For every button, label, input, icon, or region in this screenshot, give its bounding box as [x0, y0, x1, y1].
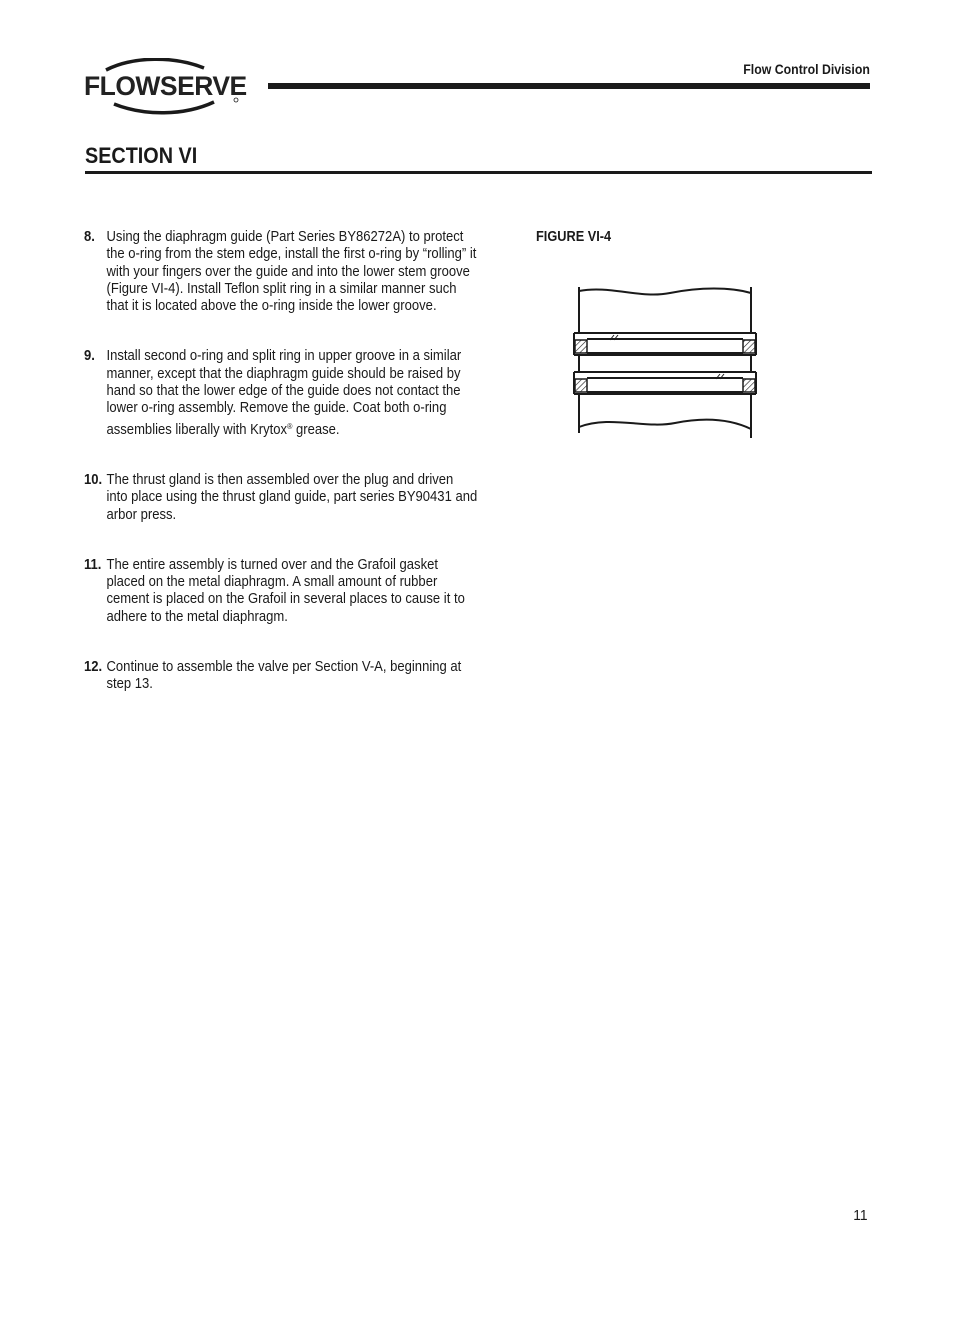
figure-stem-oring-diagram	[570, 283, 762, 443]
step-text-wrapper	[107, 348, 478, 438]
step-text: The thrust gland is then assembled over the plug and driven into place using the thrust gland guide, part series BY90431 and arbor press.	[106, 471, 478, 523]
header-rule	[268, 83, 870, 89]
step-item	[84, 557, 477, 626]
step-number: 8.	[84, 229, 95, 245]
flowserve-logo	[84, 58, 247, 116]
step-text: Install second o-ring and split ring in upper groove in a similar manner, except that the diaphragm guide should be raised by hand so that the lower edge of the guide does not contact the lower o-ring assembly. Remove the guide. Coat both o-ring assemblies liberally with Krytox	[106, 348, 462, 438]
step-text: The entire assembly is turned over and the Grafoil gasket placed on the metal diaphragm. A small amount of rubber cement is placed on the Grafoil in several places to cause it to adhere to the metal diaphragm.	[106, 556, 465, 625]
step-list	[84, 229, 478, 694]
step-item	[84, 472, 477, 524]
step-text: Using the diaphragm guide (Part Series BY86272A) to protect the o-ring from the stem edge, install the first o-ring by “rolling” it with your fingers over the guide and into the lower stem groove (Figure VI-4). Install Teflon split ring in a similar manner such that it is located above the o-ring inside the lower groove.	[106, 229, 477, 315]
trademark-symbol: ®	[287, 421, 293, 431]
logo-wordmark: FLOWSERVE	[84, 71, 247, 101]
step-number: 9.	[84, 348, 95, 365]
stem-groove-drawing	[570, 283, 762, 443]
page-number: 11	[853, 1207, 868, 1224]
section-title: SECTION VI	[85, 143, 198, 168]
step-text-suffix: grease.	[292, 421, 340, 438]
section-rule	[85, 171, 872, 174]
figure-label: FIGURE VI-4	[536, 229, 612, 245]
step-number: 10.	[84, 471, 103, 488]
step-text: Continue to assemble the valve per Section V-A, beginning at step 13.	[106, 659, 462, 693]
step-item	[84, 659, 477, 694]
step-item	[84, 348, 477, 438]
step-number: 11.	[84, 556, 102, 573]
step-item	[84, 229, 477, 315]
division-name: Flow Control Division	[743, 61, 870, 77]
step-number: 12.	[84, 659, 103, 676]
